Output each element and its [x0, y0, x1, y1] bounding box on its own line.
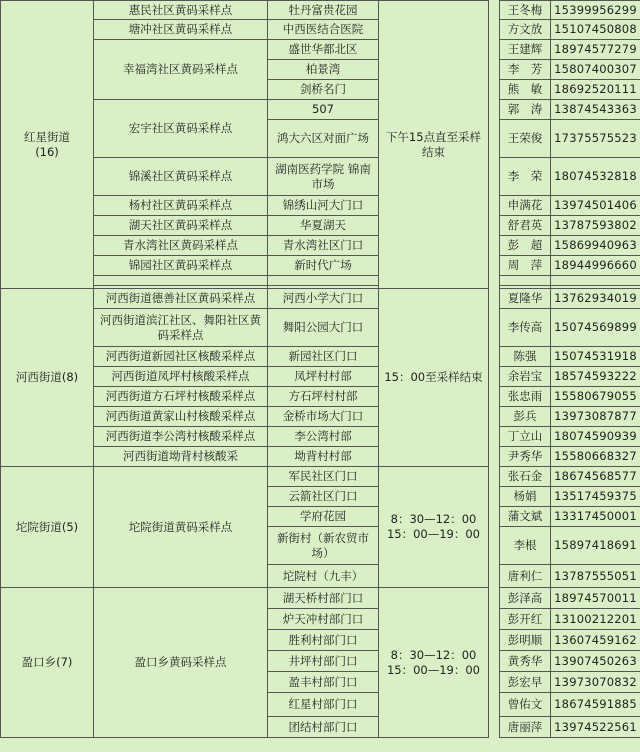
- contact-phone: 15107450808: [551, 20, 640, 40]
- site-location: 盈丰村部门口: [268, 672, 379, 693]
- site-name: 河西街道方石坪村核酸采样点: [94, 387, 268, 407]
- site-name: 河西街道李公湾村核酸采样点: [94, 427, 268, 447]
- time-cell: 8：30—12：00 15：00—19：00: [379, 467, 489, 588]
- contact-phone: 18674568577: [551, 467, 640, 487]
- contact-phone: 13517459375: [551, 487, 640, 507]
- site-location: 锦绣山河大门口: [268, 196, 379, 216]
- site-name: 河西街道新园社区核酸采样点: [94, 347, 268, 367]
- site-location: 河西小学大门口: [268, 289, 379, 309]
- contact-phone: 15074569899: [551, 309, 640, 347]
- contact-name: 唐利仁: [500, 565, 551, 588]
- site-location: 坳背村村部: [268, 447, 379, 467]
- contact-phone: 13787593802: [551, 216, 640, 236]
- contact-name: 余岩宝: [500, 367, 551, 387]
- contact-name: 熊 敏: [500, 80, 551, 100]
- contact-name: 王荣俊: [500, 120, 551, 158]
- contact-name: 彭泽高: [500, 588, 551, 609]
- contact-phone: 18674591885: [551, 693, 640, 717]
- contact-phone: 15807400307: [551, 60, 640, 80]
- contact-phone: 18074590939: [551, 427, 640, 447]
- contact-phone: 13762934019: [551, 289, 640, 309]
- contact-name: 李 芳: [500, 60, 551, 80]
- site-name: 河西街道德善社区黄码采样点: [94, 289, 268, 309]
- site-location: 新时代广场: [268, 256, 379, 276]
- site-location: 井坪村部门口: [268, 651, 379, 672]
- contact-name: 丁立山: [500, 427, 551, 447]
- contact-name: 李 荣: [500, 158, 551, 196]
- site-location: 团结村部门口: [268, 717, 379, 738]
- site-location: 方石坪村村部: [268, 387, 379, 407]
- contact-phone: 13907450263: [551, 651, 640, 672]
- site-name: 河西街道黄家山村核酸采样点: [94, 407, 268, 427]
- contact-phone: 13874543363: [551, 100, 640, 120]
- contact-phone: 13100212201: [551, 609, 640, 630]
- site-name: 河西街道滨江社区、舞阳社区黄码采样点: [94, 309, 268, 347]
- site-location: 湖南医药学院 锦南市场: [268, 158, 379, 196]
- contact-name: 夏隆华: [500, 289, 551, 309]
- contact-phone: 15897418691: [551, 527, 640, 565]
- contact-name: 王建辉: [500, 40, 551, 60]
- contact-name: 蒲文斌: [500, 507, 551, 527]
- contact-name: 方文放: [500, 20, 551, 40]
- site-name: 惠民社区黄码采样点: [94, 1, 268, 20]
- site-location: 李公湾村部: [268, 427, 379, 447]
- site-name: 塘冲社区黄码采样点: [94, 20, 268, 40]
- site-name: 幸福湾社区黄码采样点: [94, 40, 268, 100]
- site-location: 盛世华都北区: [268, 40, 379, 60]
- site-name: 青水湾社区黄码采样点: [94, 236, 268, 256]
- contact-phone: 17375575523: [551, 120, 640, 158]
- site-location: 柏景湾: [268, 60, 379, 80]
- contact-name: 王冬梅: [500, 1, 551, 20]
- site-location: 学府花园: [268, 507, 379, 527]
- contact-name: 彭开红: [500, 609, 551, 630]
- street-cell: 盈口乡(7): [1, 588, 94, 738]
- contact-phone: 18974577279: [551, 40, 640, 60]
- site-location: 舞阳公园大门口: [268, 309, 379, 347]
- site-location: 中西医结合医院: [268, 20, 379, 40]
- site-location: 红星村部门口: [268, 693, 379, 717]
- contact-name: 陈强: [500, 347, 551, 367]
- contact-name: 曾佑文: [500, 693, 551, 717]
- contact-name: 彭明顺: [500, 630, 551, 651]
- contact-phone: 18974570011: [551, 588, 640, 609]
- site-location: 华夏湖天: [268, 216, 379, 236]
- site-name: 锦园社区黄码采样点: [94, 256, 268, 276]
- site-name: 河西街道坳背村核酸采: [94, 447, 268, 467]
- contact-name: 张石金: [500, 467, 551, 487]
- contact-phone: 13973087877: [551, 407, 640, 427]
- contact-name: 舒君英: [500, 216, 551, 236]
- contact-phone: 13974501406: [551, 196, 640, 216]
- contact-phone: 13974522561: [551, 717, 640, 738]
- site-name: 宏宇社区黄码采样点: [94, 100, 268, 158]
- contact-name: 唐丽萍: [500, 717, 551, 738]
- contact-phone: 13787555051: [551, 565, 640, 588]
- time-cell: 下午15点直至采样结束: [379, 1, 489, 289]
- contact-name: 郭 涛: [500, 100, 551, 120]
- contact-name: 杨娟: [500, 487, 551, 507]
- street-cell: 红星街道 (16): [1, 1, 94, 289]
- site-location: 青水湾社区门口: [268, 236, 379, 256]
- contact-phone: 15399956299: [551, 1, 640, 20]
- contact-name: 尹秀华: [500, 447, 551, 467]
- contact-name: 周 萍: [500, 256, 551, 276]
- contact-phone: 13973070832: [551, 672, 640, 693]
- site-location: 坨院村（九丰）: [268, 565, 379, 588]
- site-location: 金桥市场大门口: [268, 407, 379, 427]
- site-location: 507: [268, 100, 379, 120]
- contact-phone: 15580668327: [551, 447, 640, 467]
- contact-phone: 15869940963: [551, 236, 640, 256]
- site-location: 军民社区门口: [268, 467, 379, 487]
- contact-name: 李根: [500, 527, 551, 565]
- site-location: 胜利村部门口: [268, 630, 379, 651]
- site-name: 杨村社区黄码采样点: [94, 196, 268, 216]
- contact-phone: 13607459162: [551, 630, 640, 651]
- site-location: 凤坪村村部: [268, 367, 379, 387]
- contact-name: 李传高: [500, 309, 551, 347]
- contact-name: 张忠雨: [500, 387, 551, 407]
- time-cell: 15：00至采样结束: [379, 289, 489, 467]
- contact-phone: 18944996660: [551, 256, 640, 276]
- site-name: 湖天社区黄码采样点: [94, 216, 268, 236]
- contact-name: 黄秀华: [500, 651, 551, 672]
- contact-phone: 18074532818: [551, 158, 640, 196]
- contact-phone: 18574593222: [551, 367, 640, 387]
- contact-phone: 15580679055: [551, 387, 640, 407]
- site-location: 湖天桥村部门口: [268, 588, 379, 609]
- site-location: 炉天冲村部门口: [268, 609, 379, 630]
- site-name: 河西街道凤坪村核酸采样点: [94, 367, 268, 387]
- contact-name: 彭宏早: [500, 672, 551, 693]
- site-name: 盈口乡黄码采样点: [94, 588, 268, 738]
- site-location: 鸿大六区对面广场: [268, 120, 379, 158]
- site-location: 云箭社区门口: [268, 487, 379, 507]
- street-cell: 河西街道(8): [1, 289, 94, 467]
- site-location: 剑桥名门: [268, 80, 379, 100]
- contact-name: 申满花: [500, 196, 551, 216]
- site-name: 锦溪社区黄码采样点: [94, 158, 268, 196]
- contact-name: 彭 超: [500, 236, 551, 256]
- contact-phone: 18692520111: [551, 80, 640, 100]
- site-location: 新园社区门口: [268, 347, 379, 367]
- contact-name: 彭兵: [500, 407, 551, 427]
- time-cell: 8：30—12：00 15：00—19：00: [379, 588, 489, 738]
- contact-phone: 15074531918: [551, 347, 640, 367]
- contact-phone: 13317450001: [551, 507, 640, 527]
- site-location: 牡丹富贵花园: [268, 1, 379, 20]
- street-cell: 坨院街道(5): [1, 467, 94, 588]
- site-location: 新街村（新农贸市场）: [268, 527, 379, 565]
- site-name: 坨院街道黄码采样点: [94, 467, 268, 588]
